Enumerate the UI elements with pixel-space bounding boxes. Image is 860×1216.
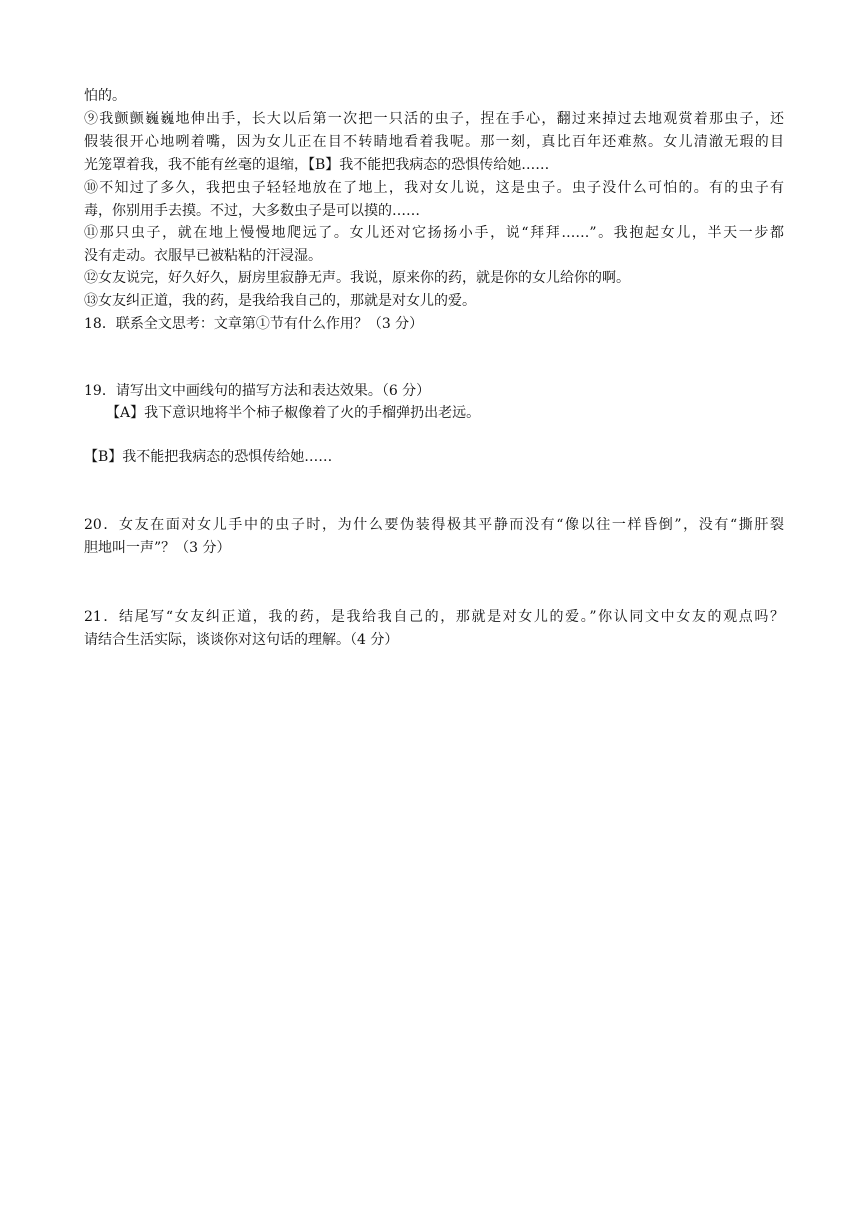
question-19-item-b: 【B】我不能把我病态的恐惧传给她…… [84,449,333,465]
paragraph-11-line-2: 没有走动。衣服早已被粘粘的汗浸湿。 [84,248,322,264]
question-21-line-2: 请结合生活实际，谈谈你对这句话的理解。（4 分） [84,632,399,648]
question-19-item-a: 【A】我下意识地将半个柿子椒像着了火的手榴弹扔出老远。 [106,405,481,421]
paragraph-9-line-2: 假装很开心地咧着嘴，因为女儿正在目不转睛地看着我呢。那一刻，真比百年还难熬。女儿清澈无瑕的目 [84,134,784,150]
paragraph-9-line-1: ⑨我颤颤巍巍地伸出手，长大以后第一次把一只活的虫子，捏在手心，翻过来掉过去地观赏着那虫子，还 [84,111,784,127]
paragraph-12: ⑫女友说完，好久好久，厨房里寂静无声。我说，原来你的药，就是你的女儿给你的啊。 [84,270,630,286]
question-18: 18．联系全文思考：文章第①节有什么作用？（3 分） [84,316,424,332]
paragraph-13: ⑬女友纠正道，我的药，是我给我自己的，那就是对女儿的爱。 [84,293,476,309]
paragraph-11-line-1: ⑪那只虫子，就在地上慢慢地爬远了。女儿还对它扬扬小手，说“拜拜……”。我抱起女儿，半天一步都 [84,225,784,241]
question-20-line-2: 胆地叫一声”？（3 分） [84,540,231,556]
paragraph-9-line-3: 光笼罩着我，我不能有丝毫的退缩，【B】我不能把我病态的恐惧传给她…… [84,157,550,173]
question-21-line-1: 21．结尾写“女友纠正道，我的药，是我给我自己的，那就是对女儿的爱。”你认同文中女友的观点吗？ [84,609,784,625]
paragraph-10-line-1: ⑩不知过了多久，我把虫子轻轻地放在了地上，我对女儿说，这是虫子。虫子没什么可怕的。有的虫子有 [84,180,784,196]
paragraph-10-line-2: 毒，你别用手去摸。不过，大多数虫子是可以摸的…… [84,203,420,219]
passage-line: 怕的。 [84,88,126,104]
question-19-prompt: 19．请写出文中画线句的描写方法和表达效果。（6 分） [84,383,431,399]
question-20-line-1: 20．女友在面对女儿手中的虫子时，为什么要伪装得极其平静而没有“像以往一样昏倒”，没有“撕肝裂 [84,517,784,533]
